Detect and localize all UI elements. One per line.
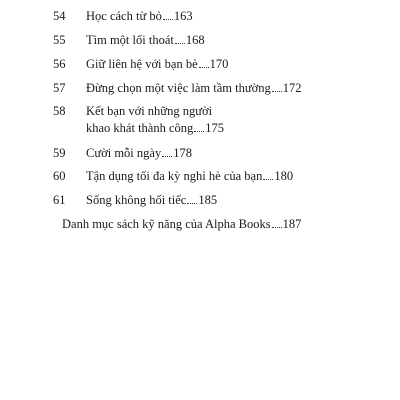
toc-entry-page: 185	[198, 193, 218, 207]
toc-entry-number: 54	[53, 9, 66, 23]
toc-entry-number: 57	[53, 81, 66, 95]
toc-entry-page: 180	[274, 169, 294, 183]
dot-leader	[162, 146, 172, 157]
toc-entry-title-line1: Kết bạn với những người	[86, 104, 213, 118]
toc-entry-page: 187	[282, 217, 302, 231]
dot-leader	[194, 121, 204, 132]
toc-entry-title: Sống không hối tiếc	[86, 193, 187, 207]
toc-entry-number: 56	[53, 57, 66, 71]
dot-leader	[199, 57, 209, 68]
toc-entry-number: 60	[53, 169, 66, 183]
toc-entry-number: 59	[53, 146, 66, 160]
toc-entry-title-line2: khao khát thành công	[86, 121, 194, 135]
dot-leader	[187, 193, 197, 204]
toc-entry-title: Đừng chọn một việc làm tầm thường	[86, 81, 271, 95]
toc-entry-page: 168	[185, 33, 205, 47]
toc-entry-title: Tận dụng tối đa kỳ nghỉ hè của bạn	[86, 169, 263, 183]
dot-leader	[272, 81, 282, 92]
toc-entry-page: 175	[205, 121, 225, 135]
dot-leader	[175, 33, 185, 44]
toc-entry-number: 61	[53, 193, 66, 207]
dot-leader	[163, 9, 173, 20]
toc-entry-page: 178	[173, 146, 192, 160]
toc-entry-number: 58	[53, 104, 66, 118]
dot-leader	[272, 217, 282, 228]
toc-entry-number: 55	[53, 33, 66, 47]
toc-entry-page: 172	[282, 81, 302, 95]
toc-entry-page: 163	[173, 9, 193, 23]
toc-entry-title: Tìm một lối thoát	[86, 33, 174, 47]
toc-entry-title: Cười mỗi ngày	[86, 146, 162, 160]
dot-leader	[263, 169, 273, 180]
toc-entry-title: Danh mục sách kỹ năng của Alpha Books	[62, 217, 271, 231]
toc-entry-title: Giữ liên hệ với bạn bè	[86, 57, 198, 71]
toc-entry-title: Học cách từ bỏ	[86, 9, 162, 23]
toc-entry-page: 170	[209, 57, 229, 71]
